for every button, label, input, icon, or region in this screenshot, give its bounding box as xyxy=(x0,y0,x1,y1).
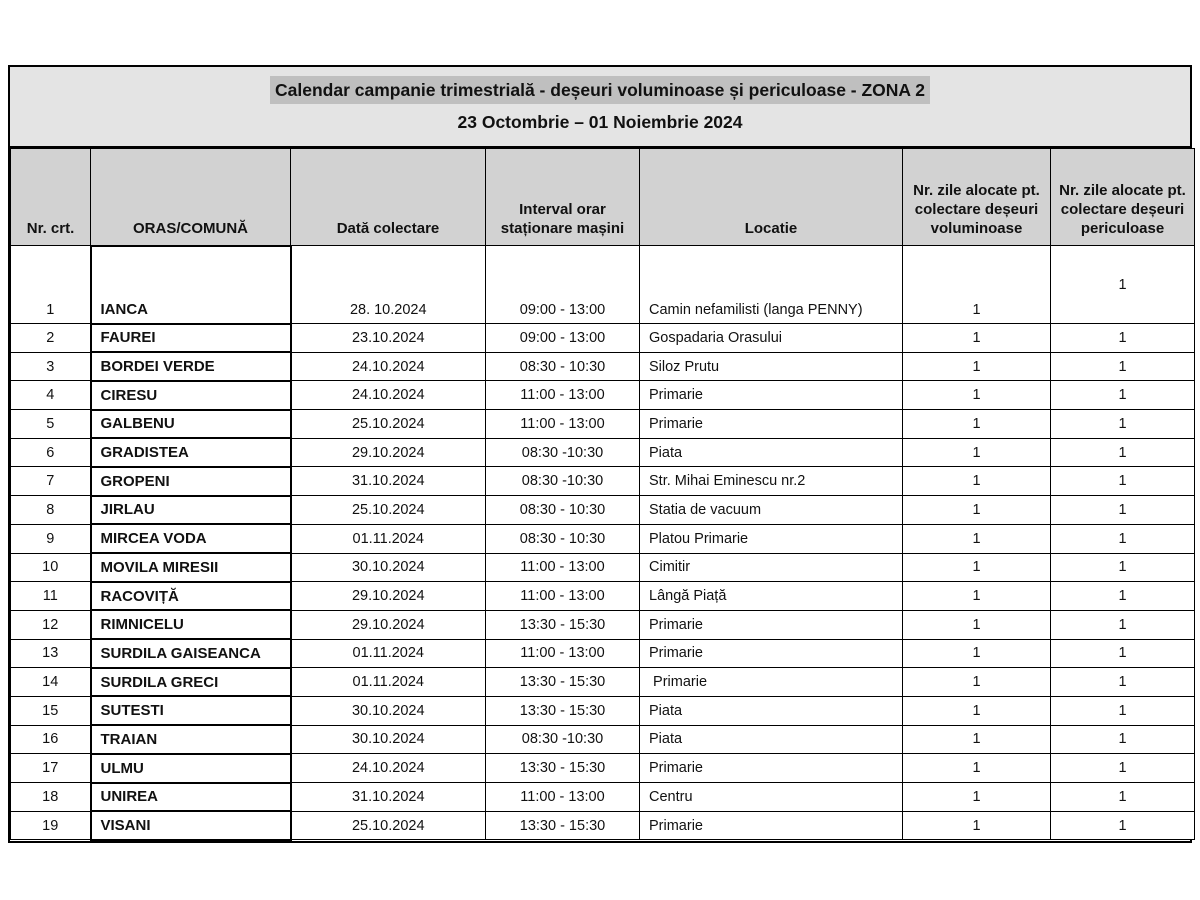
location-cell: Siloz Prutu xyxy=(640,352,903,381)
days-hazardous-cell: 1 xyxy=(1051,438,1195,467)
collection-date-cell: 24.10.2024 xyxy=(291,352,486,381)
title-highlight: Calendar campanie trimestrială - deșeuri voluminoase și periculoase - ZONA 2 xyxy=(270,76,930,104)
row-number-cell: 5 xyxy=(11,410,91,439)
days-voluminous-cell: 1 xyxy=(903,553,1051,582)
time-interval-cell: 08:30 -10:30 xyxy=(486,467,640,496)
city-name-cell: IANCA xyxy=(91,246,291,324)
location-cell: Cimitir xyxy=(640,553,903,582)
days-voluminous-cell: 1 xyxy=(903,725,1051,754)
city-name-cell: VISANI xyxy=(91,811,291,840)
days-voluminous-cell: 1 xyxy=(903,783,1051,812)
collection-date-cell: 24.10.2024 xyxy=(291,754,486,783)
city-name-cell: CIRESU xyxy=(91,381,291,410)
location-cell: Str. Mihai Eminescu nr.2 xyxy=(640,467,903,496)
table-row xyxy=(11,410,1195,439)
collection-date-cell: 28. 10.2024 xyxy=(291,246,486,324)
row-number-cell: 11 xyxy=(11,582,91,611)
days-hazardous-cell: 1 xyxy=(1051,668,1195,697)
days-voluminous-cell: 1 xyxy=(903,496,1051,525)
time-interval-cell: 11:00 - 13:00 xyxy=(486,410,640,439)
time-interval-cell: 08:30 -10:30 xyxy=(486,438,640,467)
table-row xyxy=(11,639,1195,668)
time-interval-cell: 13:30 - 15:30 xyxy=(486,696,640,725)
location-cell: Primarie xyxy=(640,811,903,840)
city-name-cell: GRADISTEA xyxy=(91,438,291,467)
table-row xyxy=(11,352,1195,381)
collection-date-cell: 29.10.2024 xyxy=(291,582,486,611)
days-hazardous-cell: 1 xyxy=(1051,352,1195,381)
days-hazardous-cell: 1 xyxy=(1051,754,1195,783)
time-interval-cell: 09:00 - 13:00 xyxy=(486,324,640,353)
document-title-line2: 23 Octombrie – 01 Noiembrie 2024 xyxy=(457,112,743,132)
time-interval-cell: 11:00 - 13:00 xyxy=(486,639,640,668)
collection-date-cell: 01.11.2024 xyxy=(291,668,486,697)
row-number-cell: 8 xyxy=(11,496,91,525)
row-number-cell: 3 xyxy=(11,352,91,381)
row-number-cell: 17 xyxy=(11,754,91,783)
time-interval-cell: 13:30 - 15:30 xyxy=(486,811,640,840)
header-oras-comuna: ORAS/COMUNĂ xyxy=(91,149,291,246)
days-voluminous-cell: 1 xyxy=(903,811,1051,840)
days-hazardous-cell: 1 xyxy=(1051,410,1195,439)
city-name-cell: TRAIAN xyxy=(91,725,291,754)
location-cell: Lângă Piață xyxy=(640,582,903,611)
location-cell: Camin nefamilisti (langa PENNY) xyxy=(640,246,903,324)
city-name-cell: MIRCEA VODA xyxy=(91,524,291,553)
collection-date-cell: 31.10.2024 xyxy=(291,783,486,812)
days-voluminous-cell: 1 xyxy=(903,324,1051,353)
table-row xyxy=(11,668,1195,697)
location-cell: Centru xyxy=(640,783,903,812)
days-hazardous-cell: 1 xyxy=(1051,783,1195,812)
days-voluminous-cell: 1 xyxy=(903,467,1051,496)
days-hazardous-cell: 1 xyxy=(1051,610,1195,639)
table-row xyxy=(11,324,1195,353)
days-hazardous-cell: 1 xyxy=(1051,381,1195,410)
collection-date-cell: 24.10.2024 xyxy=(291,381,486,410)
location-cell: Platou Primarie xyxy=(640,524,903,553)
days-voluminous-cell: 1 xyxy=(903,410,1051,439)
location-cell: Piata xyxy=(640,725,903,754)
table-row xyxy=(11,381,1195,410)
collection-schedule-table xyxy=(10,148,1195,841)
row-number-cell: 7 xyxy=(11,467,91,496)
location-cell: Primarie xyxy=(640,639,903,668)
document-title xyxy=(10,67,1190,148)
table-header-row xyxy=(11,149,1195,246)
days-hazardous-cell: 1 xyxy=(1051,811,1195,840)
table-row xyxy=(11,467,1195,496)
collection-date-cell: 30.10.2024 xyxy=(291,696,486,725)
city-name-cell: SURDILA GAISEANCA xyxy=(91,639,291,668)
city-name-cell: UNIREA xyxy=(91,783,291,812)
collection-date-cell: 01.11.2024 xyxy=(291,639,486,668)
city-name-cell: RACOVIȚĂ xyxy=(91,582,291,611)
table-row xyxy=(11,754,1195,783)
days-voluminous-cell: 1 xyxy=(903,610,1051,639)
city-name-cell: FAUREI xyxy=(91,324,291,353)
location-cell: Primarie xyxy=(640,381,903,410)
row-number-cell: 12 xyxy=(11,610,91,639)
time-interval-cell: 13:30 - 15:30 xyxy=(486,754,640,783)
row-number-cell: 6 xyxy=(11,438,91,467)
days-hazardous-cell: 1 xyxy=(1051,324,1195,353)
document-page xyxy=(8,65,1192,843)
days-hazardous-cell: 1 xyxy=(1051,696,1195,725)
table-row xyxy=(11,696,1195,725)
header-interval-orar: Interval orar staționare mașini xyxy=(486,149,640,246)
days-voluminous-cell: 1 xyxy=(903,639,1051,668)
table-row xyxy=(11,811,1195,840)
location-cell: Primarie xyxy=(640,668,903,697)
row-number-cell: 9 xyxy=(11,524,91,553)
days-voluminous-cell: 1 xyxy=(903,246,1051,324)
collection-date-cell: 25.10.2024 xyxy=(291,811,486,840)
days-voluminous-cell: 1 xyxy=(903,524,1051,553)
table-row xyxy=(11,438,1195,467)
row-number-cell: 2 xyxy=(11,324,91,353)
days-voluminous-cell: 1 xyxy=(903,352,1051,381)
time-interval-cell: 08:30 -10:30 xyxy=(486,725,640,754)
location-cell: Piata xyxy=(640,438,903,467)
table-body xyxy=(11,246,1195,840)
location-cell: Gospadaria Orasului xyxy=(640,324,903,353)
location-cell: Primarie xyxy=(640,754,903,783)
document-title-line1 xyxy=(10,76,1190,104)
collection-date-cell: 30.10.2024 xyxy=(291,725,486,754)
location-cell: Primarie xyxy=(640,410,903,439)
city-name-cell: MOVILA MIRESII xyxy=(91,553,291,582)
row-number-cell: 19 xyxy=(11,811,91,840)
header-locatie: Locatie xyxy=(640,149,903,246)
city-name-cell: SURDILA GRECI xyxy=(91,668,291,697)
header-zile-periculoase: Nr. zile alocate pt. colectare deșeuri periculoase xyxy=(1051,149,1195,246)
table-row xyxy=(11,582,1195,611)
time-interval-cell: 09:00 - 13:00 xyxy=(486,246,640,324)
days-voluminous-cell: 1 xyxy=(903,582,1051,611)
table-row xyxy=(11,553,1195,582)
city-name-cell: ULMU xyxy=(91,754,291,783)
location-cell: Statia de vacuum xyxy=(640,496,903,525)
header-data-colectare: Dată colectare xyxy=(291,149,486,246)
days-hazardous-cell: 1 xyxy=(1051,725,1195,754)
table-row xyxy=(11,246,1195,324)
row-number-cell: 10 xyxy=(11,553,91,582)
city-name-cell: SUTESTI xyxy=(91,696,291,725)
city-name-cell: GROPENI xyxy=(91,467,291,496)
table-row xyxy=(11,496,1195,525)
table-row xyxy=(11,725,1195,754)
location-cell: Piata xyxy=(640,696,903,725)
time-interval-cell: 08:30 - 10:30 xyxy=(486,352,640,381)
table-row xyxy=(11,783,1195,812)
collection-date-cell: 29.10.2024 xyxy=(291,610,486,639)
location-cell: Primarie xyxy=(640,610,903,639)
days-hazardous-cell: 1 xyxy=(1051,524,1195,553)
days-hazardous-cell: 1 xyxy=(1051,639,1195,668)
header-nr-crt: Nr. crt. xyxy=(11,149,91,246)
city-name-cell: BORDEI VERDE xyxy=(91,352,291,381)
days-hazardous-cell: 1 xyxy=(1051,467,1195,496)
days-hazardous-cell: 1 xyxy=(1051,246,1195,324)
row-number-cell: 15 xyxy=(11,696,91,725)
collection-date-cell: 31.10.2024 xyxy=(291,467,486,496)
time-interval-cell: 13:30 - 15:30 xyxy=(486,668,640,697)
days-voluminous-cell: 1 xyxy=(903,754,1051,783)
city-name-cell: GALBENU xyxy=(91,410,291,439)
collection-date-cell: 30.10.2024 xyxy=(291,553,486,582)
collection-date-cell: 01.11.2024 xyxy=(291,524,486,553)
days-hazardous-cell: 1 xyxy=(1051,553,1195,582)
collection-date-cell: 23.10.2024 xyxy=(291,324,486,353)
table-row xyxy=(11,524,1195,553)
time-interval-cell: 08:30 - 10:30 xyxy=(486,496,640,525)
days-voluminous-cell: 1 xyxy=(903,668,1051,697)
header-zile-voluminoase: Nr. zile alocate pt. colectare deșeuri voluminoase xyxy=(903,149,1051,246)
days-hazardous-cell: 1 xyxy=(1051,496,1195,525)
time-interval-cell: 11:00 - 13:00 xyxy=(486,553,640,582)
city-name-cell: JIRLAU xyxy=(91,496,291,525)
collection-date-cell: 29.10.2024 xyxy=(291,438,486,467)
row-number-cell: 14 xyxy=(11,668,91,697)
table-row xyxy=(11,610,1195,639)
time-interval-cell: 11:00 - 13:00 xyxy=(486,381,640,410)
days-hazardous-cell: 1 xyxy=(1051,582,1195,611)
days-voluminous-cell: 1 xyxy=(903,696,1051,725)
time-interval-cell: 08:30 - 10:30 xyxy=(486,524,640,553)
days-voluminous-cell: 1 xyxy=(903,438,1051,467)
time-interval-cell: 13:30 - 15:30 xyxy=(486,610,640,639)
time-interval-cell: 11:00 - 13:00 xyxy=(486,582,640,611)
row-number-cell: 13 xyxy=(11,639,91,668)
row-number-cell: 1 xyxy=(11,246,91,324)
collection-date-cell: 25.10.2024 xyxy=(291,410,486,439)
row-number-cell: 16 xyxy=(11,725,91,754)
days-voluminous-cell: 1 xyxy=(903,381,1051,410)
row-number-cell: 18 xyxy=(11,783,91,812)
time-interval-cell: 11:00 - 13:00 xyxy=(486,783,640,812)
city-name-cell: RIMNICELU xyxy=(91,610,291,639)
collection-date-cell: 25.10.2024 xyxy=(291,496,486,525)
row-number-cell: 4 xyxy=(11,381,91,410)
